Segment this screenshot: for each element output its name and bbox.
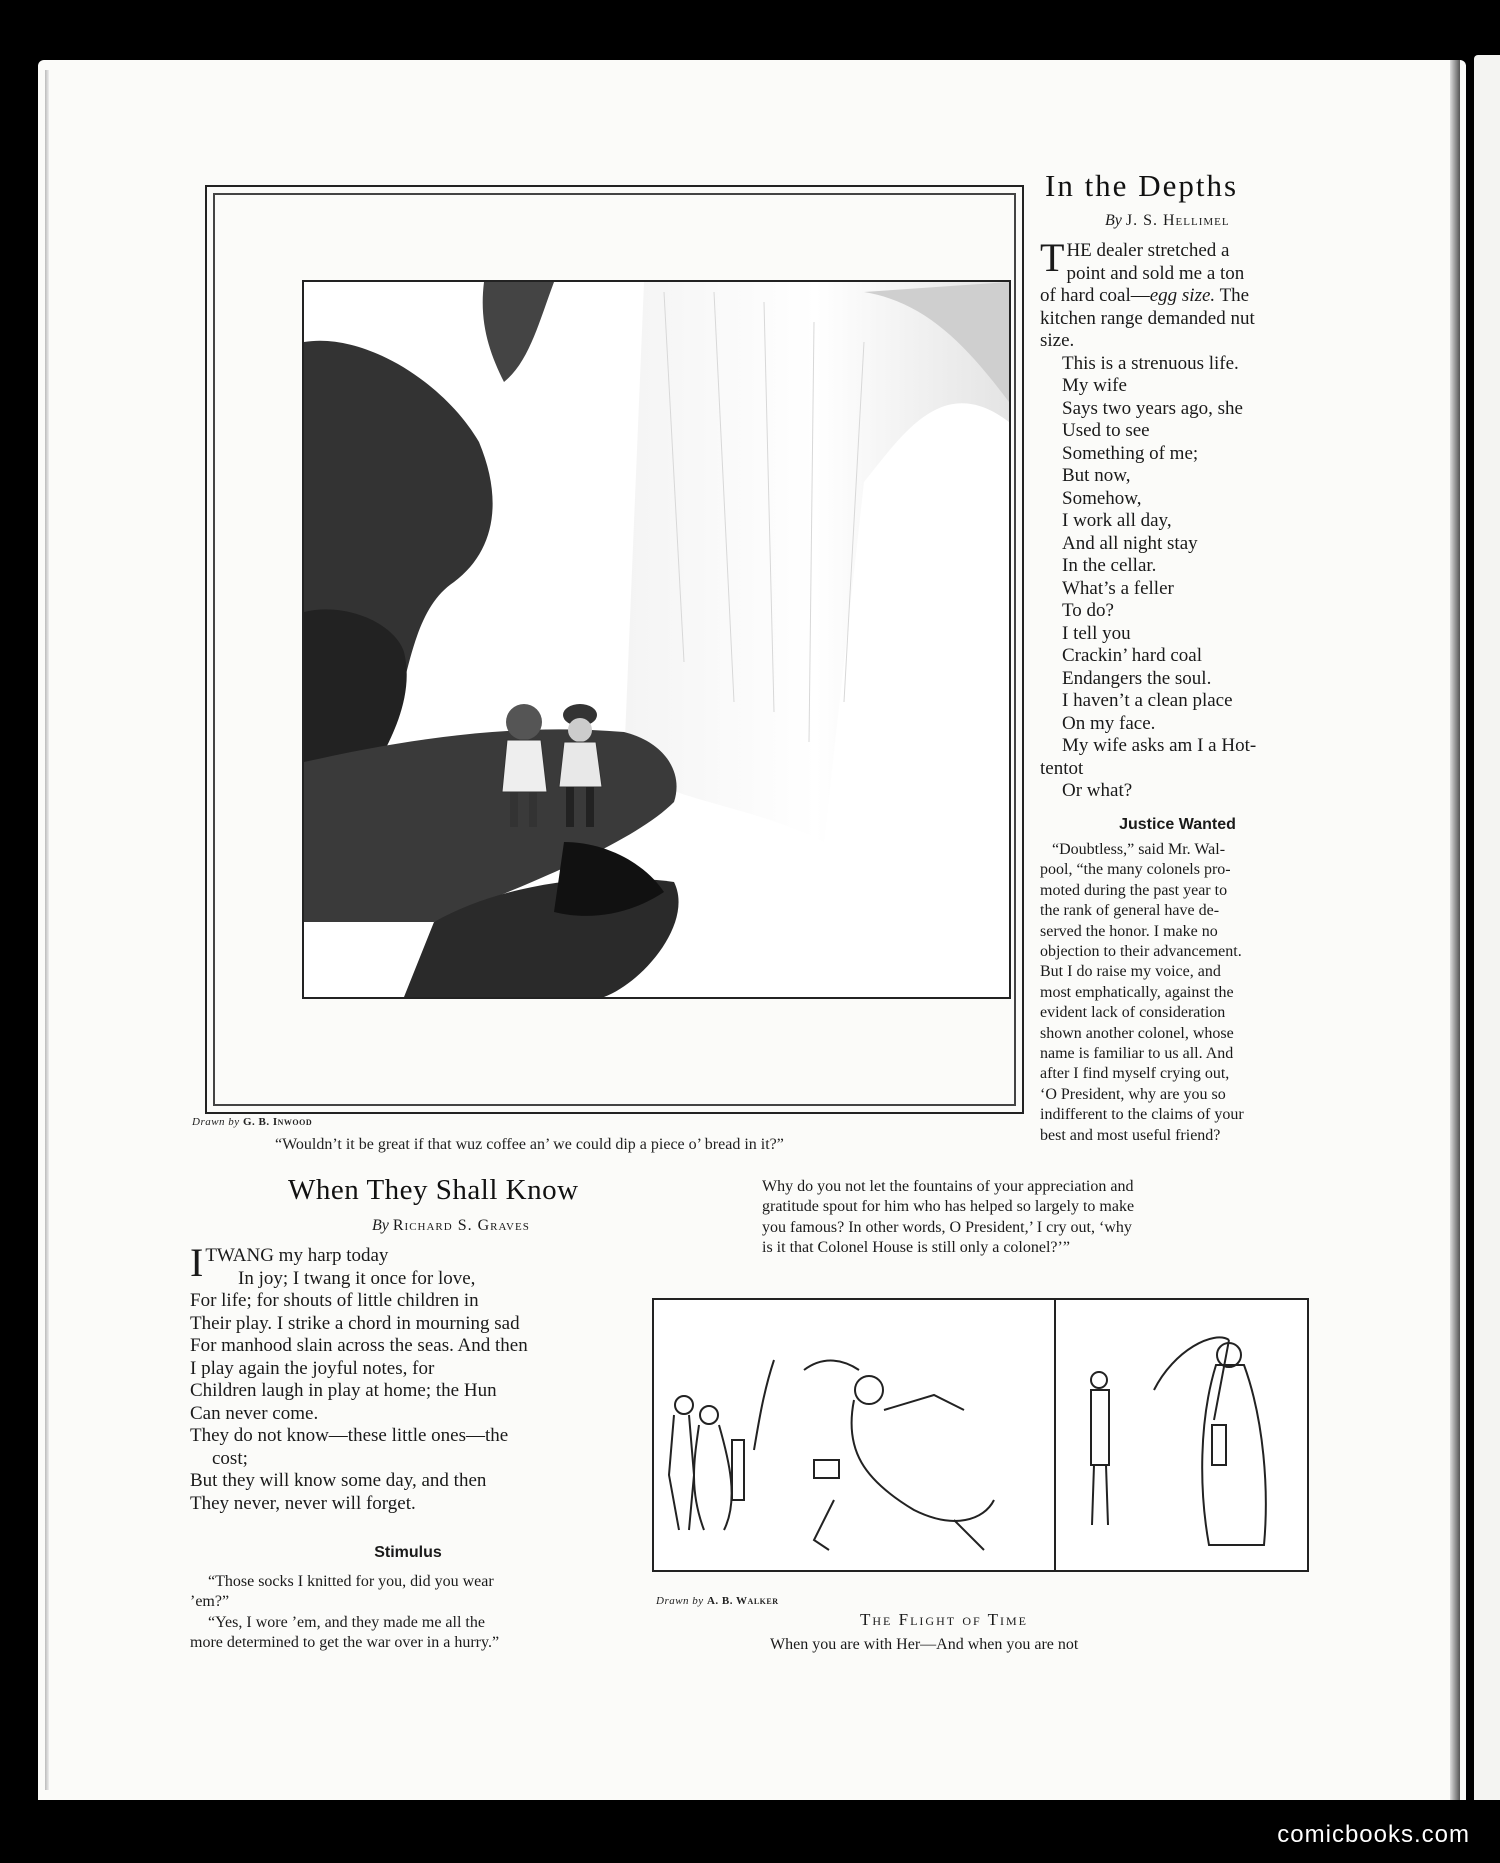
next-page-edge xyxy=(1474,55,1500,1800)
cartoon-credit: Drawn by A. B. Walker xyxy=(656,1595,779,1607)
poem-byline-know: By Richard S. Graves xyxy=(372,1217,530,1234)
poem-title-in-the-depths: In the Depths xyxy=(1045,168,1239,203)
waterfall-illustration xyxy=(302,280,1011,999)
waterfall-drawing xyxy=(304,282,1009,997)
site-watermark: comicbooks.com xyxy=(1277,1821,1470,1848)
panel-divider xyxy=(1054,1300,1056,1570)
justice-wide-text: Why do you not let the fountains of your appreciation and gratitude spout for him who has helped so largely to make you famous? In other words, O President,’ I cry out, ‘why is it that Colonel House is still only a colonel?’” xyxy=(762,1178,1135,1257)
page-edge xyxy=(45,70,49,1790)
page-spine xyxy=(1450,60,1460,1800)
flight-of-time-cartoon xyxy=(652,1298,1309,1572)
poem-body-depths: T HE dealer stretched a point and sold me a ton of hard coal—egg size. The kitchen range demanded nut size. This is a strenuous life. My wife Says two years ago, she Used to see Something of me; But now, Somehow, I work all day, And all night stay In the cellar. What’s a feller To do? I tell you Crackin’ hard coal Endangers the soul. I haven’t a clean place On my face. My wife asks am I a Hot- tentot Or what? xyxy=(1040,235,1257,801)
dropcap: I xyxy=(190,1240,204,1285)
poem-body-know: I TWANG my harp today In joy; I twang it once for love, For life; for shouts of little children in Their play. I strike a chord in mourning sad For manhood slain across the seas. And then I play again the joyful notes, for Children laugh in play at home; the Hun Can never come. They do not know—these little ones—the cost; But they will know some day, and then They never, never will forget. xyxy=(190,1240,528,1514)
cartoon-title: The Flight of Time xyxy=(860,1610,1028,1629)
illustration-caption: “Wouldn’t it be great if that wuz coffee an’ we could dip a piece o’ bread in it?” xyxy=(275,1136,784,1153)
justice-column-text: “Doubtless,” said Mr. Wal- pool, “the many colonels pro- moted during the past year to the rank of general have de- served the honor. I make no objection to their advancement. But I do raise my voice, and most emphatically, against the evident lack of consideration shown another colonel, whose name is familiar to us all. And after I find myself crying out, ‘O President, why are you so indifferent to the claims of your best and most useful friend? xyxy=(1040,841,1244,1144)
cartoon-drawing xyxy=(654,1300,1307,1570)
cartoon-subtitle: When you are with Her—And when you are not xyxy=(770,1636,1079,1653)
stimulus-text: “Those socks I knitted for you, did you wear ’em?” “Yes, I wore ’em, and they made me all the more determined to get the war over in a hurry.” xyxy=(190,1573,500,1652)
illustration-credit: Drawn by G. B. Inwood xyxy=(192,1116,313,1128)
poem-byline-depths: By J. S. Hellimel xyxy=(1105,212,1230,229)
section-title-stimulus: Stimulus xyxy=(374,1544,442,1561)
dropcap: T xyxy=(1040,235,1065,280)
section-title-justice-wanted: Justice Wanted xyxy=(1119,816,1236,833)
poem-title-when-they-shall-know: When They Shall Know xyxy=(288,1174,579,1206)
